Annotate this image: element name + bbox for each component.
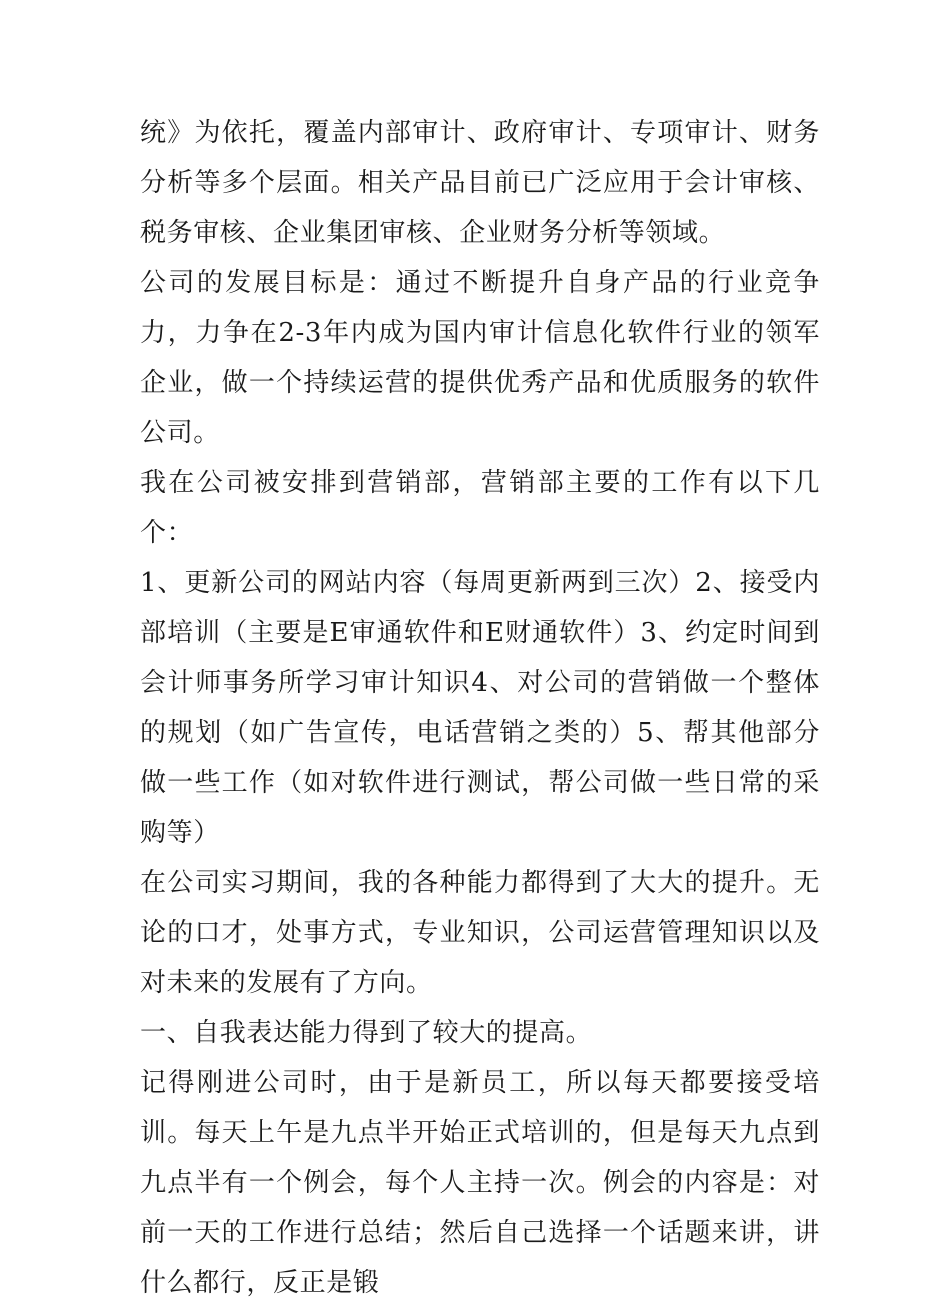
paragraph-department-assignment: 我在公司被安排到营销部，营销部主要的工作有以下几个： (140, 468, 820, 548)
section-heading-self-expression: 一、自我表达能力得到了较大的提高。 (140, 1018, 593, 1048)
paragraph-internship-growth: 在公司实习期间，我的各种能力都得到了大大的提升。无论的口才，处事方式，专业知识，公司运营管理知识以及对未来的发展有了方向。 (140, 868, 820, 998)
paragraph-training-meetings: 记得刚进公司时，由于是新员工，所以每天都要接受培训。每天上午是九点半开始正式培训的，但是每天九点到九点半有一个例会，每个人主持一次。例会的内容是：对前一天的工作进行总结；然后自己选择一个话题来讲，讲什么都行，反正是锻 (140, 1068, 820, 1298)
paragraph-duties-list: 1、更新公司的网站内容（每周更新两到三次）2、接受内部培训（主要是E审通软件和E财通软件）3、约定时间到会计师事务所学习审计知识4、对公司的营销做一个整体的规划（如广告宣传，电话营销之类的）5、帮其他部分做一些工作（如对软件进行测试，帮公司做一些日常的采购等） (140, 568, 820, 848)
paragraph-intro-continued: 统》为依托，覆盖内部审计、政府审计、专项审计、财务分析等多个层面。相关产品目前已广泛应用于会计审核、税务审核、企业集团审核、企业财务分析等领域。 (140, 118, 820, 248)
document-body (140, 108, 820, 1308)
paragraph-company-goal: 公司的发展目标是：通过不断提升自身产品的行业竞争力，力争在2-3年内成为国内审计信息化软件行业的领军企业，做一个持续运营的提供优秀产品和优质服务的软件公司。 (140, 268, 820, 448)
